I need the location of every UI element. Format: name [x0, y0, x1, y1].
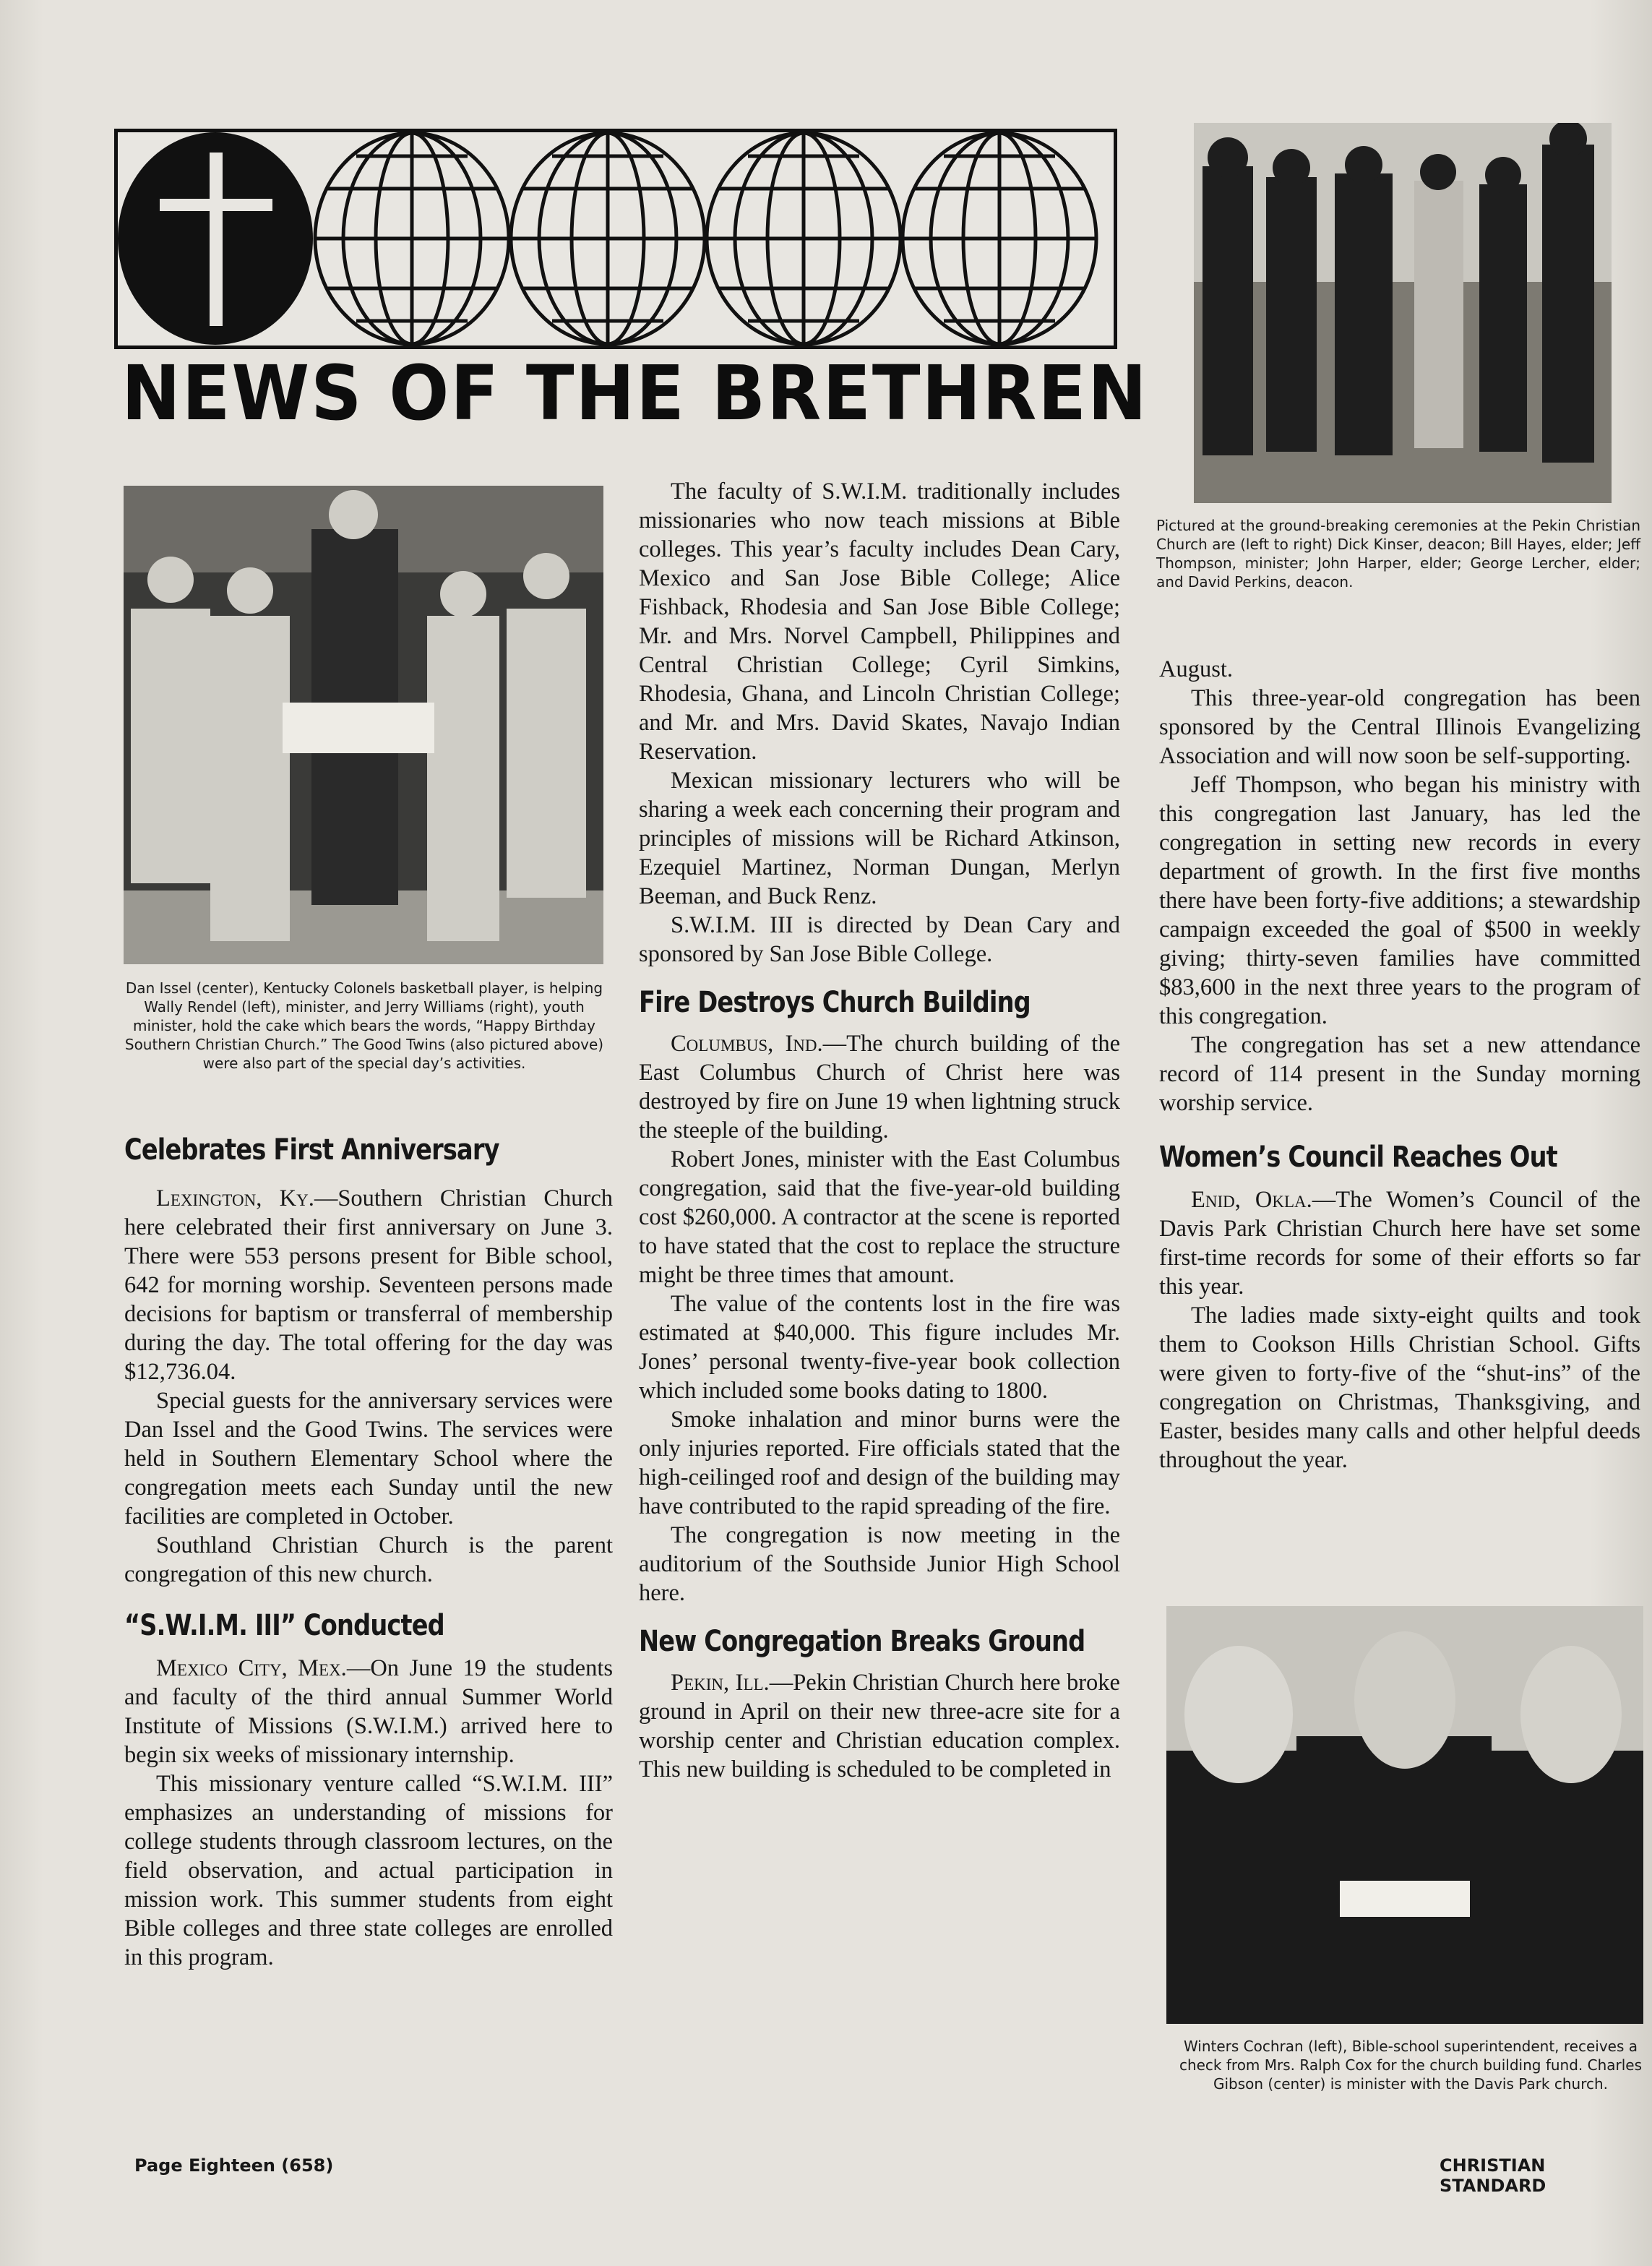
pekin-text: The congregation has set a new attendance record of 114 present in the Sunday morning worship service. — [1159, 1032, 1640, 1116]
womens-text: The ladies made sixty-eight quilts and took them to Cookson Hills Christian School. Gifts were given to forty-five of the “shut-ins” of the congregation on Christmas, Thanksgiving, and Easter, besides many calls and other helpful deeds throughout the year. — [1159, 1302, 1640, 1473]
swim-text: Mexican missionary lecturers who will be sharing a week each concerning their program and principles of missions will be Richard Atkinson, Ezequiel Martinez, Norman Dungan, Merlyn Beeman, and Buck Renz. — [639, 768, 1120, 909]
anniversary-photo — [124, 486, 603, 964]
pekin-text: This three-year-old congregation has been sponsored by the Central Illinois Evangelizing Association and will now soon be self-supporting. — [1159, 685, 1640, 769]
fire-text: Robert Jones, minister with the East Columbus congregation, said that the five-year-old building cost $260,000. A contractor at the scene is reported to have stated that the cost to replace the structure might be three times that amount. — [639, 1146, 1120, 1288]
pekin-heading: New Congregation Breaks Ground — [639, 1625, 1085, 1658]
fire-text: The value of the contents lost in the fire was estimated at $40,000. This figure includes Mr. Jones’ personal twenty-five-year book collection which included some books dating to 1800. — [639, 1291, 1120, 1404]
pekin-text: Jeff Thompson, who began his ministry with this congregation last January, has led the congregation in setting new records in every department of growth. In the first five months there have been forty-five additions; a stewardship campaign exceeded the goal of $500 in weekly giving; thirty-seven families have committed $83,600 in the next three years to the program of this congregation. — [1159, 772, 1640, 1029]
swim-text: —On June 19 the students and faculty of the third annual Summer World Institute of Missions (S.W.I.M.) arrived here to begin six weeks of missionary internship. — [124, 1655, 613, 1768]
column-middle — [639, 477, 1120, 1784]
groundbreaking-photo — [1194, 123, 1612, 503]
anniversary-text: —Southern Christian Church here celebrated their first anniversary on June 3. There were 553 persons present for Bible school, 642 for morning worship. Seventeen persons made decisions for baptism or transferral of membership during the day. The total offering for the day was $12,736.04. — [124, 1185, 613, 1385]
womens-council-caption: Winters Cochran (left), Bible-school superintendent, receives a check from Mrs. Ralph Cox for the church building fund. Charles Gibson (center) is minister with the Davis Park church. — [1179, 2038, 1643, 2093]
globe-icon — [511, 133, 705, 344]
pekin-text: August. — [1159, 656, 1234, 682]
swim-dateline: Mexico City, Mex. — [156, 1655, 347, 1681]
anniversary-text: Special guests for the anniversary services were Dan Issel and the Good Twins. The services were held in Southern Elementary School where the congregation meets each Sunday until the new facilities are completed in October. — [124, 1388, 613, 1529]
swim-text: This missionary venture called “S.W.I.M. III” emphasizes an understanding of missions for college students through classroom lectures, on the field observation, and actual participation in mission work. This summer students from eight Bible colleges and three state colleges are enrolled in this program. — [124, 1771, 613, 1970]
anniversary-text: Southland Christian Church is the parent congregation of this new church. — [124, 1532, 613, 1587]
swim-heading: “S.W.I.M. III” Conducted — [124, 1609, 444, 1642]
womens-dateline: Enid, Okla. — [1191, 1187, 1312, 1213]
column-right — [1159, 655, 1640, 1475]
anniversary-heading: Celebrates First Anniversary — [124, 1133, 499, 1167]
publication-name: CHRISTIAN STANDARD — [1440, 2155, 1546, 2196]
fire-text: The congregation is now meeting in the auditorium of the Southside Junior High School here. — [639, 1522, 1120, 1606]
column-left — [124, 1132, 613, 1972]
cross-icon — [118, 132, 313, 345]
globe-icon — [707, 133, 900, 344]
masthead-banner — [114, 129, 1117, 349]
page-number: Page Eighteen (658) — [134, 2155, 334, 2176]
womens-text: —The Women’s Council of the Davis Park Christian Church here have set some first-time records for some of their efforts so far this year. — [1159, 1187, 1640, 1300]
anniversary-caption: Dan Issel (center), Kentucky Colonels basketball player, is helping Wally Rendel (left), minister, and Jerry Williams (right), youth minister, hold the cake which bears the words, “Happy Birthday Southern Christian Church.” The Good Twins (also pictured above) were also part of the special day’s activities. — [124, 979, 604, 1072]
page-title: NEWS OF THE BRETHREN — [121, 349, 1148, 437]
globe-icon — [315, 133, 509, 344]
womens-heading: Women’s Council Reaches Out — [1159, 1141, 1557, 1174]
anniversary-dateline: Lexington, Ky. — [156, 1185, 314, 1211]
globe-icon — [903, 133, 1096, 344]
swim-text: The faculty of S.W.I.M. traditionally includes missionaries who now teach missions at Bible colleges. This year’s faculty includes Dean Cary, Mexico and San Jose Bible College; Alice Fishback, Rhodesia and San Jose Bible College; Mr. and Mrs. Norvel Campbell, Philippines and Central Christian College; Cyril Simkins, Rhodesia, Ghana, and Lincoln Christian College; and Mr. and Mrs. David Skates, Navajo Indian Reservation. — [639, 478, 1120, 765]
groundbreaking-caption: Pictured at the ground-breaking ceremonies at the Pekin Christian Church are (left to right) Dick Kinser, deacon; Bill Hayes, elder; Jeff Thompson, minister; John Harper, elder; George Lercher, elder; and David Perkins, deacon. — [1156, 517, 1640, 591]
fire-text: Smoke inhalation and minor burns were the only injuries reported. Fire officials stated that the high-ceilinged roof and design of the building may have contributed to the rapid spreading of the fire. — [639, 1407, 1120, 1519]
pekin-text: —Pekin Christian Church here broke ground in April on their new three-acre site for a worship center and Christian education complex. This new building is scheduled to be completed in — [639, 1670, 1120, 1782]
pekin-dateline: Pekin, Ill. — [671, 1670, 770, 1696]
fire-heading: Fire Destroys Church Building — [639, 986, 1031, 1019]
womens-council-photo — [1166, 1606, 1643, 2024]
fire-text: —The church building of the East Columbus Church of Christ here was destroyed by fire on June 19 when lightning struck the steeple of the building. — [639, 1031, 1120, 1143]
swim-text: S.W.I.M. III is directed by Dean Cary and sponsored by San Jose Bible College. — [639, 912, 1120, 967]
fire-dateline: Columbus, Ind. — [671, 1031, 823, 1057]
